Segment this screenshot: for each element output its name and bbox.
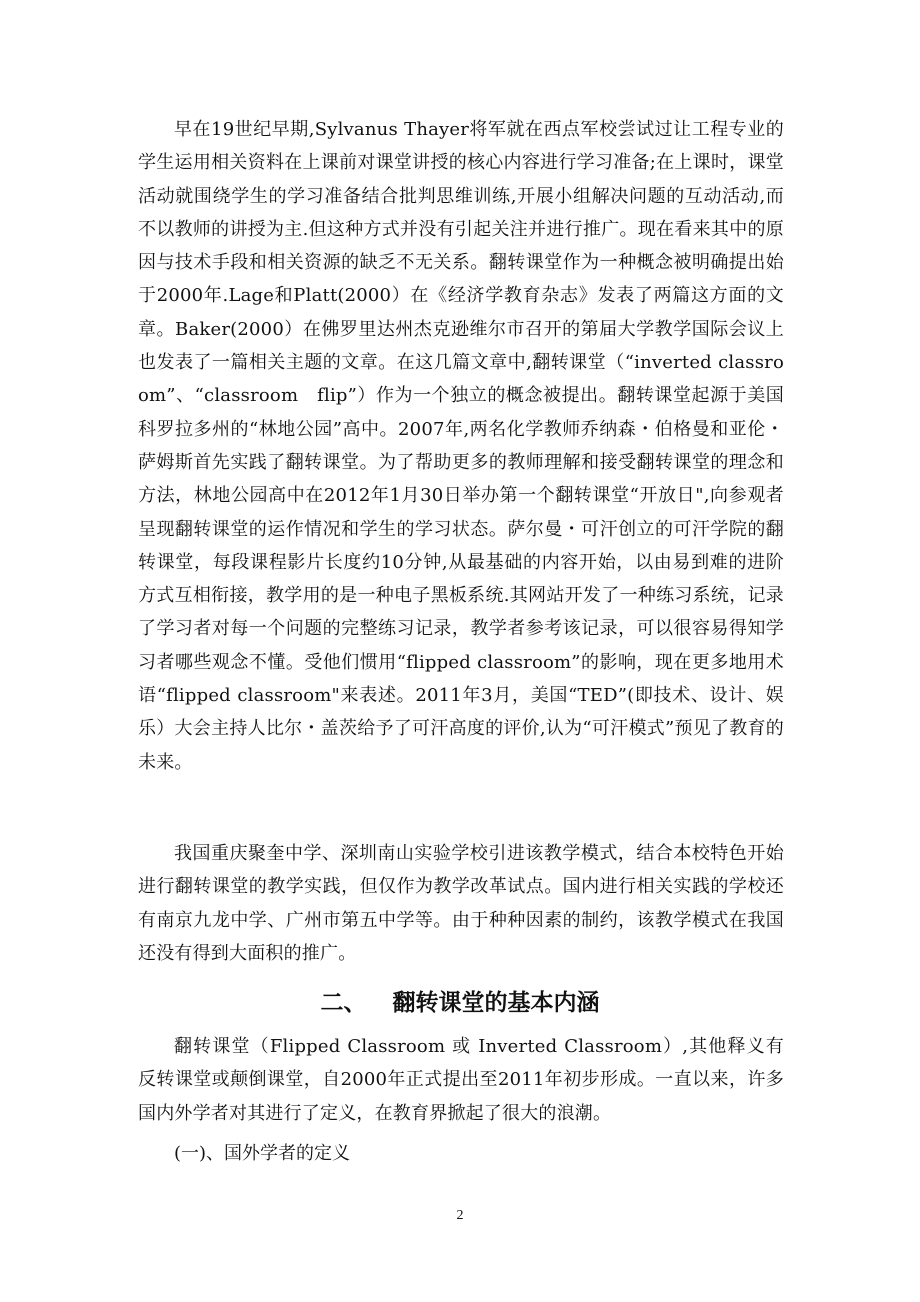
section-heading-text: 翻转课堂的基本内涵 <box>392 990 600 1016</box>
page-number: 2 <box>456 1208 464 1223</box>
subsection-heading: (一)、国外学者的定义 <box>174 1143 351 1164</box>
body-paragraph: 翻转课堂（Flipped Classroom 或 Inverted Classroom）,其他释义有反转课堂或颠倒课堂，自2000年正式提出至2011年初步形成。一直以来，许多国内外学者对其进行了定义，在教育界掀起了很大的浪潮。 <box>138 1036 784 1124</box>
section-heading-number: 二、 <box>320 990 367 1016</box>
body-paragraph: 我国重庆聚奎中学、深圳南山实验学校引进该教学模式，结合本校特色开始进行翻转课堂的教学实践，但仅作为教学改革试点。国内进行相关实践的学校还有南京九龙中学、广州市第五中学等。由于种种因素的制约，该教学模式在我国还没有得到大面积的推广。 <box>138 843 784 964</box>
body-paragraph: 早在19世纪早期,Sylvanus Thayer将军就在西点军校尝试过让工程专业的学生运用相关资料在上课前对课堂讲授的核心内容进行学习准备;在上课时，课堂活动就围绕学生的学习准备结合批判思维训练,开展小组解决问题的互动活动,而不以教师的讲授为主.但这种方式并没有引起关注并进行推广。现在看来其中的原因与技术手段和相关资源的缺乏不无关系。翻转课堂作为一种概念被明确提出始于2000年.Lage和Platt(2000）在《经济学教育杂志》发表了两篇这方面的文章。Baker(2000）在佛罗里达州杰克逊维尔市召开的第届大学教学国际会议上也发表了一篇相关主题的文章。在这几篇文章中,翻转课堂（“inverted classroom”、“classroom flip”）作为一个独立的概念被提出。翻转课堂起源于美国科罗拉多州的“林地公园”高中。2007年,两名化学教师乔纳森・伯格曼和亚伦・萨姆斯首先实践了翻转课堂。为了帮助更多的教师理解和接受翻转课堂的理念和方法，林地公园高中在2012年1月30日举办第一个翻转课堂“开放日",向参观者呈现翻转课堂的运作情况和学生的学习状态。萨尔曼・可汗创立的可汗学院的翻转课堂，每段课程影片长度约10分钟,从最基础的内容开始，以由易到难的进阶方式互相衔接，教学用的是一种电子黑板系统.其网站开发了一种练习系统，记录了学习者对每一个问题的完整练习记录，教学者参考该记录，可以很容易得知学习者哪些观念不懂。受他们惯用“flipped classroom”的影响，现在更多地用术语“flipped classroom"来表述。2011年3月，美国“TED”(即技术、设计、娱乐）大会主持人比尔・盖茨给予了可汗高度的评价,认为“可汗模式”预见了教育的未来。 <box>138 119 784 773</box>
section-heading <box>0 985 920 1021</box>
